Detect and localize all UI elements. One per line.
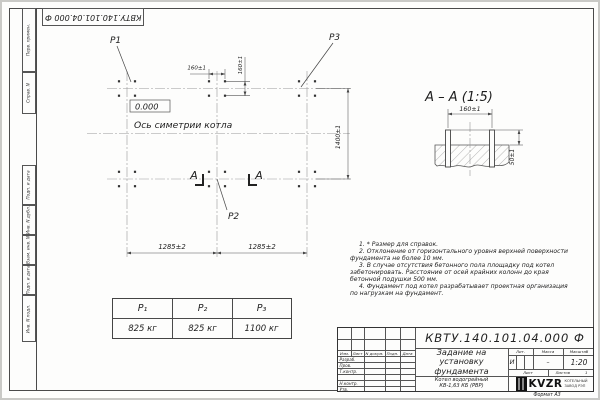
margin-box <box>22 235 36 265</box>
loads-value-p2: 825 кг <box>188 323 217 334</box>
drawing-title: Задание на установку фундамента <box>434 347 489 376</box>
note-2: 2. Отклонение от горизонтального уровня верхней поверхности фундамента не более 10 мм. <box>350 247 568 262</box>
dim-span-left: 1285±2 <box>158 243 186 251</box>
dim-span-right: 1285±2 <box>248 243 276 251</box>
row-nkontr: Н.контр. <box>339 380 358 386</box>
title-block <box>337 327 594 392</box>
scale-value: 1:20 <box>570 357 588 367</box>
sheets-cell <box>548 369 595 376</box>
frame-left <box>36 8 37 391</box>
margin-label: Подп. и дата <box>26 170 32 200</box>
margin-label: Инв. N дубл. <box>26 205 32 235</box>
dim-bolt-spacing-y: 160±1 <box>238 55 244 75</box>
col-doc: N докум. <box>365 350 384 356</box>
note-4: 4. Фундамент под котел разрабатывает проектная организация по нагрузкам на фундамент. <box>350 282 568 297</box>
col-izm: Изм. <box>339 350 350 356</box>
section-letter-right: А <box>255 169 263 182</box>
loads-header-p3: Р₃ <box>256 303 267 314</box>
anchor-bolt <box>490 130 495 167</box>
sheet-label: Лист <box>523 370 533 375</box>
col-sign: Подп. <box>386 350 399 356</box>
margin-label: Перв. примен. <box>26 23 32 57</box>
dim-overall-height: 1400±1 <box>335 124 342 150</box>
doc-number-rotated: КВТУ.140.101.04.000 Ф <box>44 12 142 22</box>
loads-header-p1: Р₁ <box>137 303 148 314</box>
col-date: Дата <box>402 350 413 356</box>
note-1: 1. * Размер для справок. <box>359 241 439 248</box>
load-point-p1-label: P1 <box>110 36 122 46</box>
doc-number-box-rotated <box>42 8 144 26</box>
margin-box <box>22 8 36 72</box>
sheets-value: 1 <box>585 370 588 375</box>
loads-value-p3: 1100 кг <box>244 323 279 334</box>
load-point-p2-label: P2 <box>228 212 240 222</box>
section-cut-marks <box>195 174 257 185</box>
dim-bolt-spacing-x: 160±1 <box>187 65 206 72</box>
col-list: Лист <box>352 350 363 356</box>
row-prov: Пров. <box>339 362 352 368</box>
section-a-a-view <box>397 80 552 185</box>
margin-box <box>22 165 36 205</box>
company-logo <box>508 376 595 391</box>
center-lines <box>87 71 350 258</box>
row-utv: Утв. <box>339 386 349 392</box>
row-razrab: Разраб. <box>339 356 356 362</box>
notes-block <box>350 242 568 298</box>
margin-label: Взам. инв. N <box>26 236 32 264</box>
note-3: 3. В случае отсутствия бетонного пола площадку под котел забетонировать. Расстояние от осей крайних колонн до края бетонной подушки 500 мм. <box>350 261 555 283</box>
section-title: А – А (1:5) <box>425 90 493 105</box>
product-line1: Котел водогрейный <box>434 376 489 383</box>
dim-section-spacing: 160±1 <box>459 106 481 113</box>
product-line2: КВ-1,63 КБ (РВР) <box>439 382 484 389</box>
mass-value: – <box>546 358 550 366</box>
elevation-value: 0.000 <box>135 101 159 112</box>
section-letter-left: А <box>190 169 198 182</box>
row-tkontr: Т.контр. <box>339 368 358 374</box>
loads-value-p1: 825 кг <box>128 323 157 334</box>
symmetry-axis-label: Ось симетрии котла <box>134 120 233 131</box>
logo-text: KVZR <box>528 377 563 390</box>
title-block-doc-number: КВТУ.140.101.04.000 Ф <box>425 331 585 345</box>
margin-label: Инв. N подл. <box>26 304 32 333</box>
outer-border-left <box>9 8 10 391</box>
margin-box <box>22 205 36 235</box>
loads-header-p2: Р₂ <box>197 303 208 314</box>
foundation-plan-view <box>82 27 382 277</box>
margin-box <box>22 265 36 295</box>
dim-bolt-protrusion: 50±1 <box>509 148 516 166</box>
margin-box <box>22 72 36 114</box>
kvzr-emblem-icon <box>516 377 527 391</box>
lit-label: Лит. <box>516 349 525 354</box>
load-point-p3-label: P3 <box>329 33 341 43</box>
loads-table <box>112 298 292 339</box>
margin-label: Справ. N <box>26 83 32 103</box>
margin-box <box>22 295 36 342</box>
scale-label: Масштаб <box>569 349 589 354</box>
drawing-sheet <box>2 2 598 398</box>
margin-label: Подп. и дата <box>26 265 32 295</box>
anchor-bolt <box>446 130 451 167</box>
mass-label: Масса <box>541 349 555 354</box>
lit-value: И <box>509 358 515 366</box>
logo-caption: КОТЕЛЬНЫЙ ЗАВОД РЭП <box>564 379 588 388</box>
sheets-label: Листов <box>555 370 571 375</box>
product-name <box>417 376 506 391</box>
format-label: Формат А3 <box>533 393 561 398</box>
